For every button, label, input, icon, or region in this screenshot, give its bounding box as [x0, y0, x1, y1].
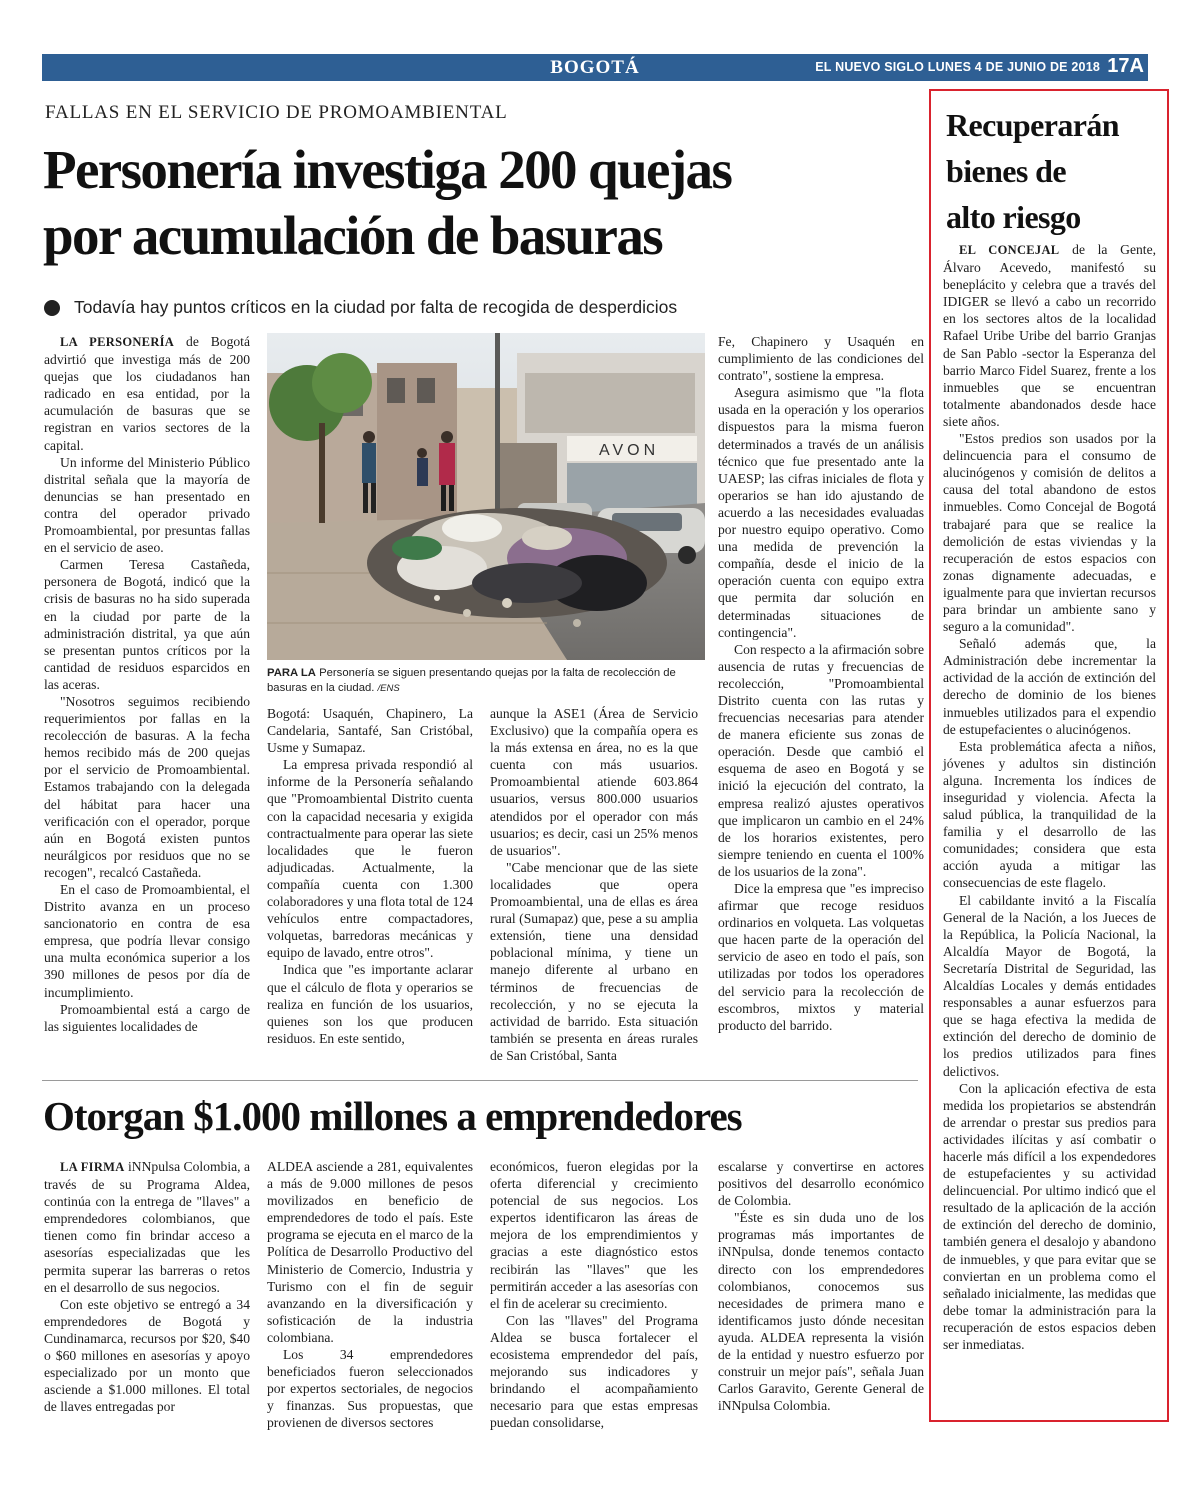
paragraph: Asegura asimismo que "la flota usada en la operación y los operarios dispuestos para la misma fueron determinados a través de un análisis técnico que fue presentado ante la UAESP; las cifras iniciales de flota y operarios se han ido ajustando de acuerdo a las necesidades evaluadas por nuestro equipo operativo. Como una medida de prevención la compañía, desde el inicio de la operación cuenta con equipo extra que permita dar solución en determinadas situaciones de contingencia".	[718, 385, 924, 640]
lead-word: LA FIRMA	[60, 1160, 125, 1174]
article-headline	[43, 137, 913, 269]
paragraph: ALDEA asciende a 281, equivalentes a más de 9.000 millones de pesos movilizados en beneficio de emprendedores de todo el país. Este programa se ejecuta en el marco de la Política de Desarrollo Productivo del Ministerio de Comercio, Industria y Turismo con el fin de seguir avanzando en la diversificación y sofisticación de la industria colombiana.	[267, 1159, 473, 1345]
article-divider	[42, 1080, 918, 1081]
paragraph: Fe, Chapinero y Usaquén en cumplimiento de las condiciones del contrato", sostiene la empresa.	[718, 334, 924, 384]
paragraph: Con la aplicación efectiva de esta medida los propietarios se abstendrán de arrendar o prestar sus predios para actividades ilícitas y así combatir o hacerle más difícil a los expendedores de estupefacientes y su actividad delincuencial. Por ultimo indicó que el resultado de la aplicación de la acción de extinción del derecho de dominio, también genera el desalojo y abandono de inmuebles, y que para evitar que se conviertan en un problema como el señalado inicialmente, las medidas que debe tomar la administración para la recuperación de estos espacios deben ser inmediatas.	[943, 1080, 1156, 1352]
second-article-headline: Otorgan $1.000 millones a emprendedores	[43, 1093, 742, 1139]
article-photo	[267, 333, 705, 660]
paragraph: "Cabe mencionar que de las siete localidades que opera Promoambiental, una de ellas es área rural (Sumapaz) que, pese a su amplia extensión, tiene una densidad poblacional mínima, y tiene un manejo diferente al urbano en términos de frecuencias de recolección, y no se ejecuta la actividad de barrido. Esta situación también se presenta en áreas rurales de San Cristóbal, Santa	[490, 859, 698, 1063]
paragraph: Bogotá: Usaquén, Chapinero, La Candelaria, Santafé, San Cristóbal, Usme y Sumapaz.	[267, 706, 473, 756]
paragraph: Con respecto a la afirmación sobre ausencia de rutas y frecuencias de recolección, "Promoambiental Distrito cuenta con las rutas y frecuencias necesarias para atender de manera eficiente sus zonas de operación. Desde que cambió el esquema de aseo en Bogotá y se inició la ejecución del contrato, la empresa realizó ajustes operativos que implicaron un cambio en el 24% de los horarios existentes, pero siempre teniendo en cuenta el 100% de los usuarios de la zona".	[718, 641, 924, 879]
sidebar-headline-line-2: bienes de	[946, 153, 1066, 189]
page-header-bar	[42, 54, 1148, 81]
main-article-column-1	[44, 333, 250, 1035]
paragraph: Un informe del Ministerio Público distrital señala que la mayoría de denuncias se han presentado en contra del operador privado Promoambiental, por presuntas fallas en el servicio de aseo.	[44, 454, 250, 556]
second-article-column-4	[718, 1158, 924, 1414]
caption-lead: PARA LA	[267, 667, 316, 679]
paragraph: Con este objetivo se entregó a 34 emprendedores de Bogotá y Cundinamarca, recursos por $20, $40 o $60 millones en asesorías y apoyo especializado por un monto que asciende a $1.000 millones. El total de llaves entregadas por	[44, 1296, 250, 1415]
page-number: 17A	[1107, 55, 1144, 77]
sidebar-article	[929, 89, 1169, 1422]
paragraph: escalarse y convertirse en actores positivos del desarrollo económico de Colombia.	[718, 1159, 924, 1209]
headline-line-1: Personería investiga 200 quejas	[43, 139, 732, 200]
paragraph: "Estos predios son usados por la delincuencia para el consumo de alucinógenos y comisión de delitos a causa del total abandono de estos inmuebles. Como Concejal de Bogotá trabajaré para que se realice la demolición de estas viviendas y la recuperación de estos espacios con zonas dignamente adecuadas, e igualmente para que inviertan recursos para brindar un ambiente sano y seguro a la comunidad".	[943, 431, 1156, 635]
paragraph: Señaló además que, la Administración debe incrementar la actividad de la acción de extinción del derecho de dominio de los bienes inmuebles utilizados para el expendio de estupefacientes o alucinógenos.	[943, 636, 1156, 737]
paragraph: "Nosotros seguimos recibiendo requerimientos por fallas en la recolección de basuras. A la fecha hemos recibido más de 200 quejas por el servicio de Promoambiental. Estamos trabajando con la delegada del hábitat para hacer una verificación con el operador, porque aún en Bogotá existen puntos neurálgicos por residuos que no se recogen", recalcó Castañeda.	[44, 693, 250, 880]
caption-text: Personería se siguen presentando quejas por la falta de recolección de basuras en la ciudad.	[267, 667, 676, 694]
paragraph: Promoambiental está a cargo de las siguientes localidades de	[44, 1001, 250, 1034]
paragraph: aunque la ASE1 (Área de Servicio Exclusivo) que la compañía opera es la más extensa en área, no es la que cuenta con más usuarios. Promoambiental atiende 603.864 usuarios, versus 800.000 usuarios atendidos por el operador con más usuarios; es decir, casi un 25% menos de usuarios".	[490, 706, 698, 858]
article-kicker: FALLAS EN EL SERVICIO DE PROMOAMBIENTAL	[45, 102, 508, 123]
second-article-column-3	[490, 1158, 698, 1432]
store-sign: AVON	[599, 442, 660, 459]
section-label: BOGOTÁ	[550, 57, 640, 78]
paragraph: El cabildante invitó a la Fiscalía General de la Nación, a los Jueces de la República, la Policía Nacional, la Alcaldía Mayor de Bogotá, la Secretaría Distrital de Seguridad, las Alcaldías Locales y demás entidades responsables a aunar esfuerzos para que se haga efectiva la medida de extinción del derecho de dominio de los predios utilizados para fines delictivos.	[943, 892, 1156, 1079]
second-article-column-2	[267, 1158, 473, 1432]
paragraph: La empresa privada respondió al informe de la Personería señalando que "Promoambiental Distrito cuenta con la capacidad necesaria y exigida contractualmente para operar las siete localidades que le fueron adjudicadas. Actualmente, la compañía cuenta con 1.300 colaboradores y una flota total de 124 vehículos entre compactadores, volquetas, barredoras mecánicas y equipo de lavado, entre otros".	[267, 757, 473, 961]
main-article-column-2	[267, 705, 473, 1047]
newspaper-date-line: EL NUEVO SIGLO LUNES 4 DE JUNIO DE 2018	[815, 60, 1100, 74]
second-article-column-1	[44, 1158, 250, 1415]
sidebar-column	[943, 241, 1156, 1353]
paragraph: económicos, fueron elegidas por la oferta diferencial y crecimiento potencial de sus negocios. Los expertos identificaron las áreas de mejora de los emprendimientos y gracias a este diagnóstico estos recibirán las "llaves" que les permitirán acceder a las asesorías con el fin de acelerar su crecimiento.	[490, 1159, 698, 1311]
sidebar-headline-line-3: alto riesgo	[946, 199, 1081, 235]
street-garbage-photo	[267, 333, 705, 660]
article-subhead	[44, 297, 677, 318]
paragraph: En el caso de Promoambiental, el Distrito avanza en un proceso sancionatorio en contra de esa empresa, que podría llevar consigo una multa económica superior a los 390 millones de pesos por día de incumplimiento.	[44, 882, 250, 1000]
paragraph: Con las "llaves" del Programa Aldea se busca fortalecer el ecosistema emprendedor del país, mejorando sus indicadores y brindando el acompañamiento necesario para que estas empresas puedan consolidarse,	[490, 1312, 698, 1431]
lead-word: EL CONCEJAL	[959, 243, 1060, 257]
paragraph: Indica que "es importante aclarar que el cálculo de flota y operarios se realiza en función de los usuarios, quienes son los que producen residuos. En este sentido,	[267, 962, 473, 1046]
paragraph: LA PERSONERÍA de Bogotá advirtió que investiga más de 200 quejas que los ciudadanos han radicado en esa entidad, por la acumulación de basuras que se registran en varios sectores de la capital.	[44, 334, 250, 453]
photo-caption	[267, 666, 705, 696]
paragraph: LA FIRMA iNNpulsa Colombia, a través de su Programa Aldea, continúa con la entrega de "llaves" a emprendedores colombianos, que tienen como fin brindar acceso a asesorías especializadas que les permita superar las barreras o retos en el desarrollo de sus negocios.	[44, 1159, 250, 1295]
sidebar-headline	[946, 102, 1161, 240]
lead-word: LA PERSONERÍA	[60, 335, 175, 349]
sidebar-headline-line-1: Recuperarán	[946, 107, 1119, 143]
bullet-icon	[44, 300, 60, 316]
main-article-column-4	[718, 333, 924, 1034]
paragraph: "Éste es sin duda uno de los programas más importantes de iNNpulsa, donde tenemos contacto directo con los emprendedores colombianos, conocemos sus necesidades de primera mano e identificamos justo dónde necesitan ayuda. ALDEA representa la visión de la entidad y nuestro esfuerzo por construir un mejor país", señala Juan Carlos Garavito, Gerente General de iNNpulsa Colombia.	[718, 1210, 924, 1414]
paragraph: Los 34 emprendedores beneficiados fueron seleccionados por expertos sectoriales, de negocios y finanzas. Sus propuestas, que provienen de diversos sectores	[267, 1347, 473, 1431]
paragraph: Carmen Teresa Castañeda, personera de Bogotá, indicó que la crisis de basuras no ha sido superada en la ciudad por parte de la administración distrital, ya que aún se presentan puntos críticos por la cantidad de residuos esparcidos en las aceras.	[44, 557, 250, 692]
main-article-column-3	[490, 705, 698, 1064]
headline-line-2: por acumulación de basuras	[43, 205, 663, 266]
paragraph: EL CONCEJAL de la Gente, Álvaro Acevedo, manifestó su beneplácito y celebra que a través del IDIGER se llevó a cabo un recorrido en los sectores altos de la localidad Rafael Uribe Uribe del barrio Granjas de San Pablo -sector la Esperanza del barrio Marco Fidel Suarez, frente a los inmuebles que se encuentran totalmente abandonados desde hace siete años.	[943, 242, 1156, 429]
paragraph: Esta problemática afecta a niños, jóvenes y adultos sin distinción alguna. Incrementa los índices de inseguridad y violencia. Afecta la salud pública, la tranquilidad de la familia y el desarrollo de las comunidades; considera que esta acción ayuda a mitigar las consecuencias de este flagelo.	[943, 738, 1156, 891]
subhead-text: Todavía hay puntos críticos en la ciudad por falta de recogida de desperdicios	[74, 297, 678, 317]
caption-credit: /ENS	[377, 683, 400, 694]
paragraph: Dice la empresa que "es impreciso afirmar que recoge residuos ordinarios en volqueta. Las volquetas que hacen parte de la operación del servicio de aseo en todo el país, son utilizadas por todos los operadores del servicio para la recolección de escombros, mixtos y material producto del barrido.	[718, 881, 924, 1033]
